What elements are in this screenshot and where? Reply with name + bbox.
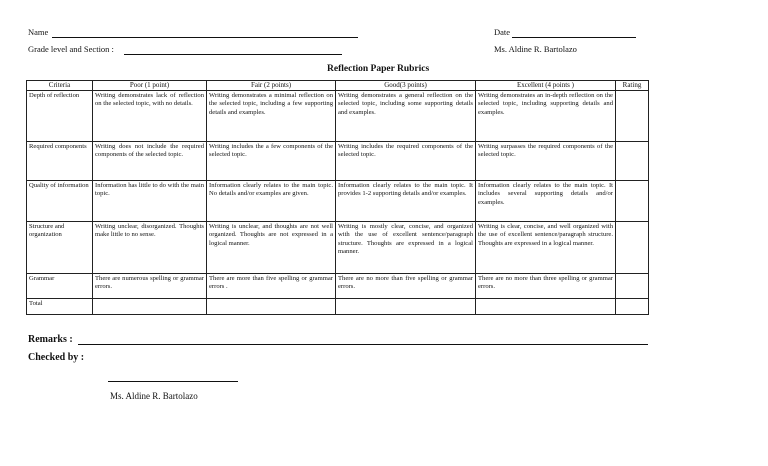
good-cell: Writing includes the required components of the selected topic. [336,142,476,181]
column-header-fair: Fair (2 points) [207,81,336,91]
total-empty-cell [207,299,336,315]
poor-cell: Writing unclear, disorganized. Thoughts make little to no sense. [93,222,207,274]
good-cell: Writing is mostly clear, concise, and organized with the use of excellent sentence/paragraph structure. Thoughts are expressed in a logical manner. [336,222,476,274]
grade-section-label: Grade level and Section : [28,44,114,54]
column-header-poor: Poor (1 point) [93,81,207,91]
poor-cell: Information has little to do with the main topic. [93,181,207,222]
rating-cell[interactable] [616,274,649,299]
criteria-cell: Depth of reflection [27,91,93,142]
table-row [27,222,649,274]
fair-cell: Writing demonstrates a minimal reflection on the selected topic, including a few supporting details and examples. [207,91,336,142]
total-empty-cell [93,299,207,315]
date-field-line[interactable] [512,37,636,38]
excellent-cell: Writing is clear, concise, and well organized with the use of excellent sentence/paragraph structure. Thoughts are expressed in a logical manner. [476,222,616,274]
table-row [27,142,649,181]
rating-cell[interactable] [616,181,649,222]
table-row [27,181,649,222]
poor-cell: Writing does not include the required components of the selected topic. [93,142,207,181]
criteria-cell: Quality of information [27,181,93,222]
excellent-cell: Writing demonstrates an in-depth reflection on the selected topic, including supporting details and examples. [476,91,616,142]
table-row [27,274,649,299]
grade-section-field-line[interactable] [124,54,342,55]
date-label: Date [494,27,511,37]
column-header-criteria: Criteria [27,81,93,91]
name-label: Name [28,27,49,37]
poor-cell: There are numerous spelling or grammar errors. [93,274,207,299]
rubric-title: Reflection Paper Rubrics [327,64,430,74]
column-header-good: Good(3 points) [336,81,476,91]
total-label: Total [27,299,93,315]
remarks-label: Remarks : [28,334,73,345]
name-field-line[interactable] [52,37,358,38]
table-row [27,91,649,142]
signature-line[interactable] [108,381,238,382]
rating-cell[interactable] [616,142,649,181]
rubric-table [26,80,649,315]
fair-cell: Information clearly relates to the main topic. No details and/or examples are given. [207,181,336,222]
good-cell: Writing demonstrates a general reflection on the selected topic, including some supporting details and examples. [336,91,476,142]
excellent-cell: Information clearly relates to the main topic. It includes several supporting details and/or examples. [476,181,616,222]
criteria-cell: Grammar [27,274,93,299]
fair-cell: There are more than five spelling or grammar errors . [207,274,336,299]
remarks-field-line[interactable] [78,344,648,345]
fair-cell: Writing includes the a few components of the selected topic. [207,142,336,181]
good-cell: There are no more than five spelling or grammar errors. [336,274,476,299]
total-rating-cell[interactable] [616,299,649,315]
rating-cell[interactable] [616,222,649,274]
criteria-cell: Required components [27,142,93,181]
rating-cell[interactable] [616,91,649,142]
criteria-cell: Structure and organization [27,222,93,274]
excellent-cell: There are no more than three spelling or grammar errors. [476,274,616,299]
column-header-excellent: Excellent (4 points ) [476,81,616,91]
excellent-cell: Writing surpasses the required components of the selected topic. [476,142,616,181]
checked-by-label: Checked by : [28,352,85,363]
total-empty-cell [476,299,616,315]
total-empty-cell [336,299,476,315]
table-header-row [27,81,649,91]
poor-cell: Writing demonstrates lack of reflection on the selected topic, with no details. [93,91,207,142]
total-row [27,299,649,315]
teacher-name: Ms. Aldine R. Bartolazo [494,44,577,54]
column-header-rating: Rating [616,81,649,91]
good-cell: Information clearly relates to the main topic. It provides 1-2 supporting details and/or examples. [336,181,476,222]
signatory-name: Ms. Aldine R. Bartolazo [110,391,198,401]
fair-cell: Writing is unclear, and thoughts are not well organized. Thoughts are not expressed in a logical manner. [207,222,336,274]
